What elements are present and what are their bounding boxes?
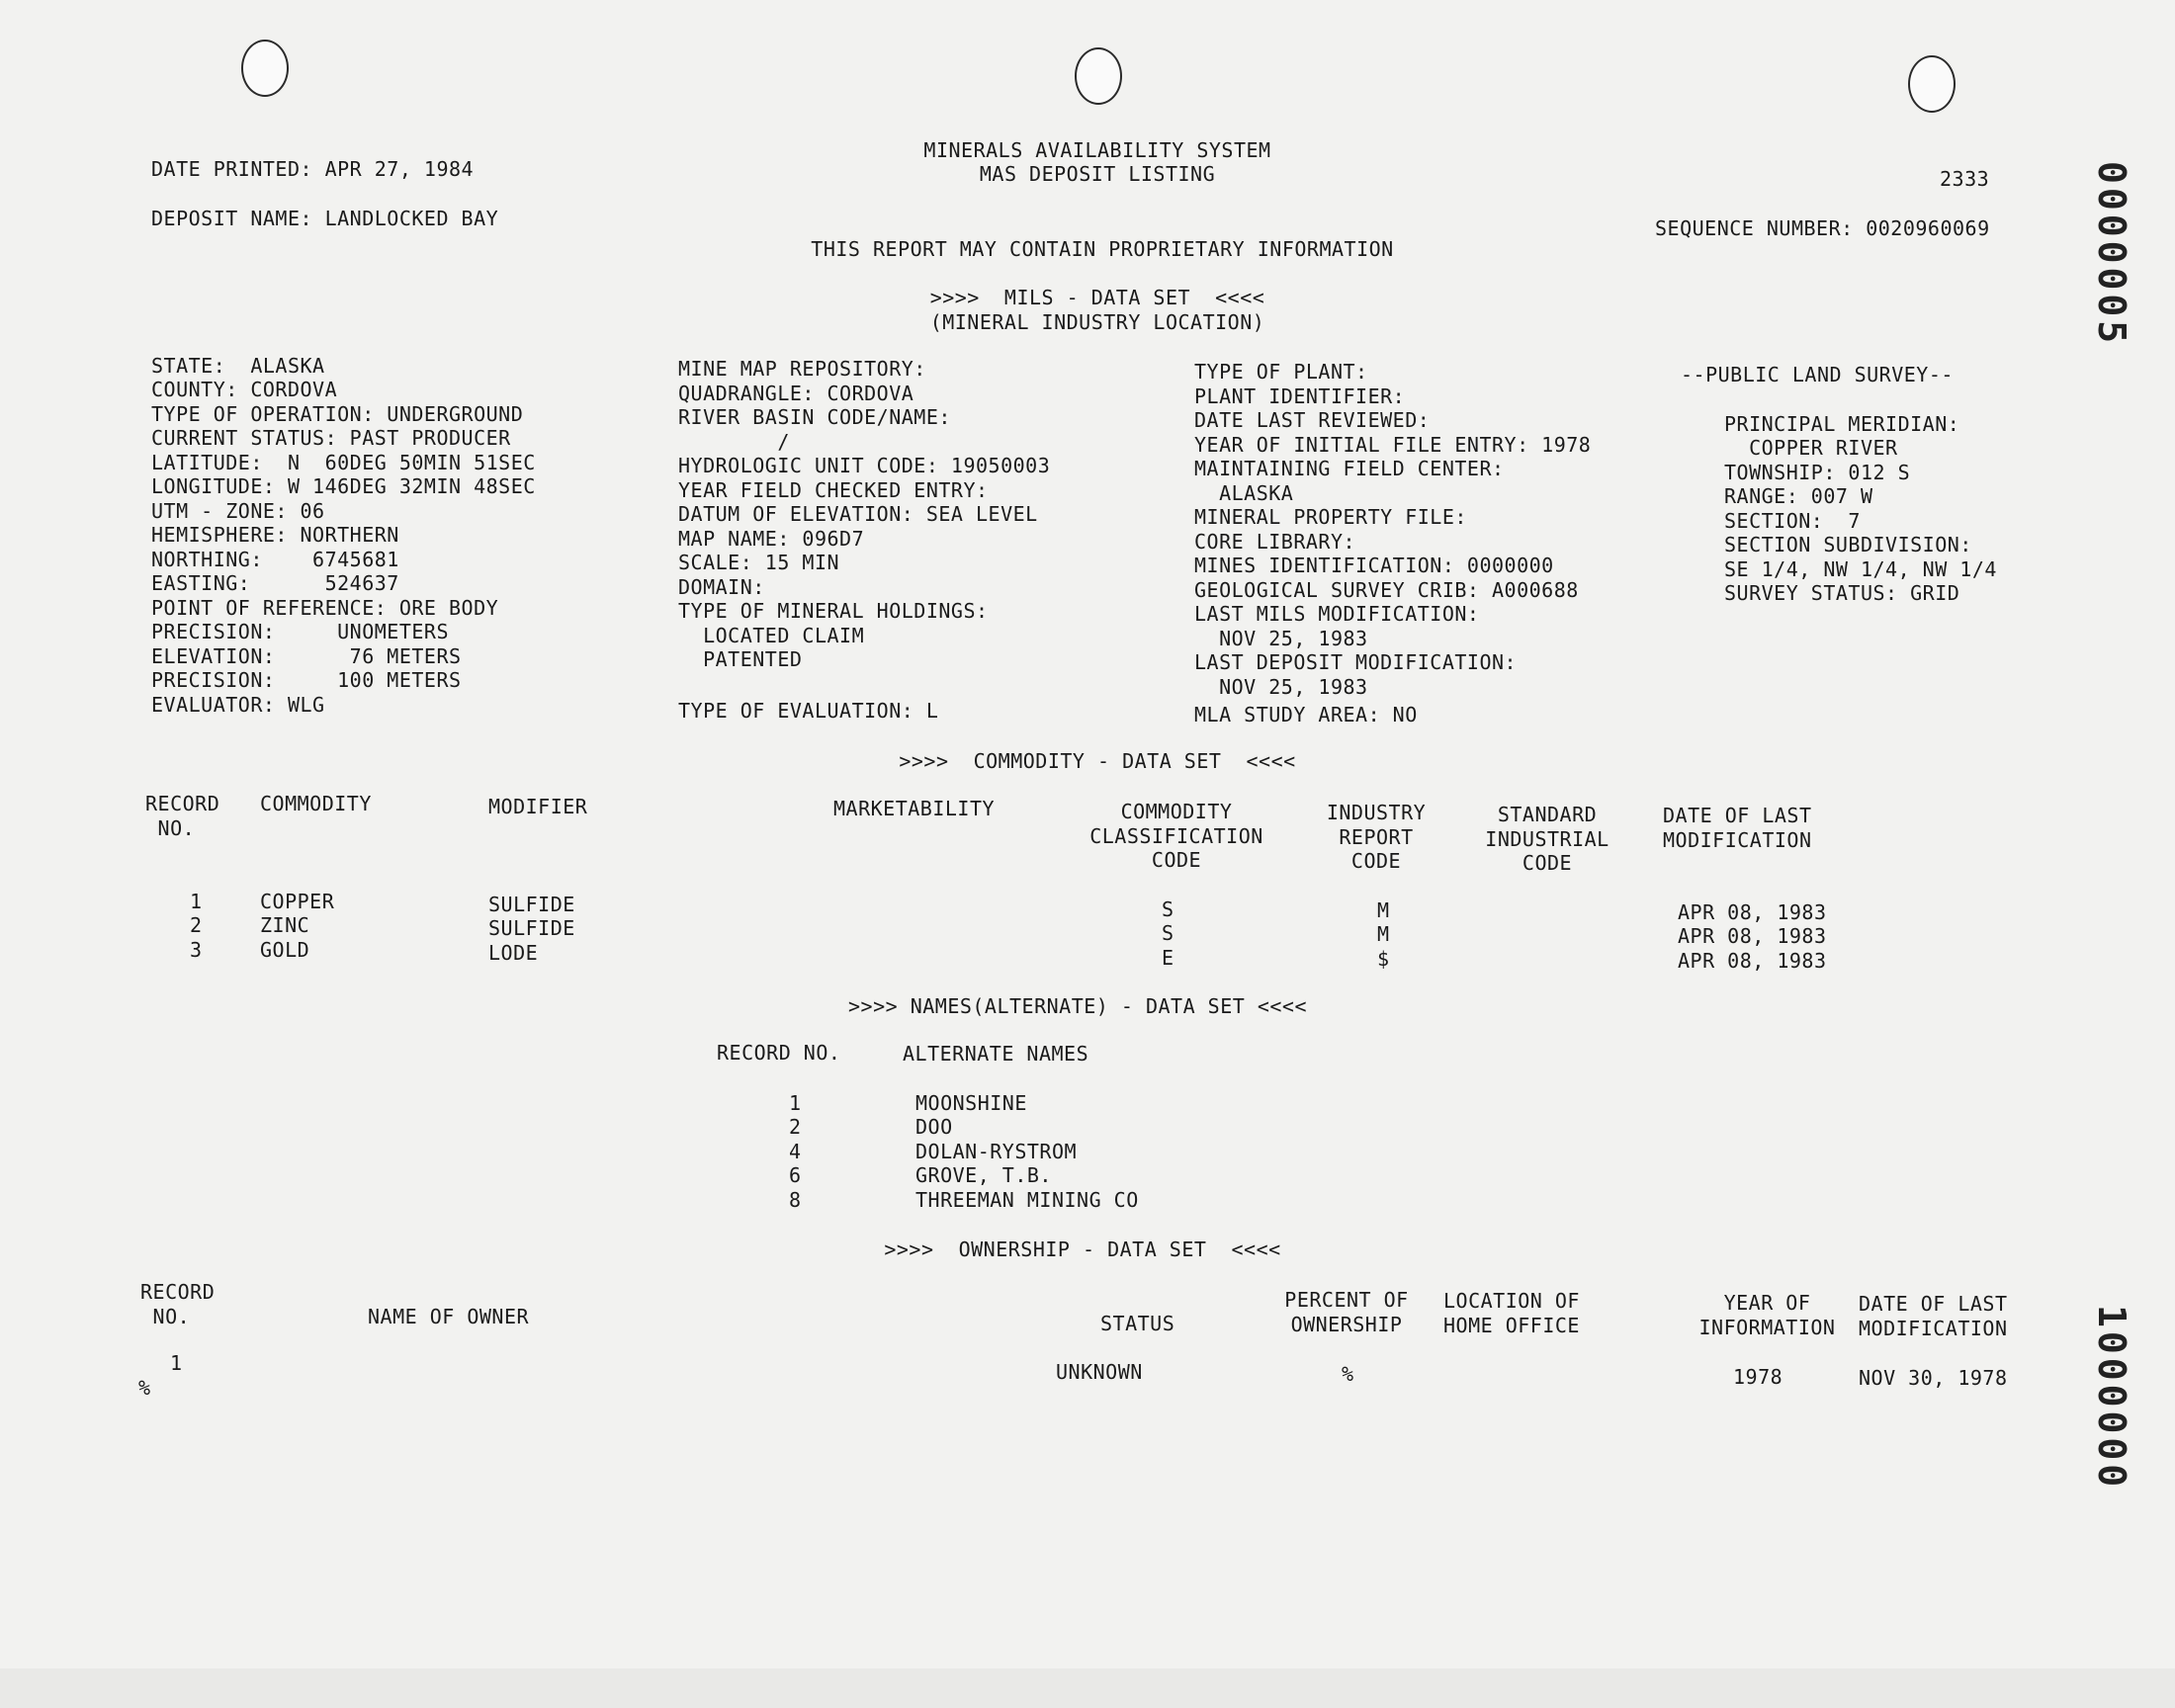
location-line: MAINTAINING FIELD CENTER: (1194, 457, 1505, 480)
commodity-col-commodity: COMMODITY (260, 792, 372, 815)
alternate-name: DOO (915, 1115, 953, 1139)
alternate-name: DOLAN-RYSTROM (915, 1140, 1078, 1163)
names-col-record: RECORD NO. (717, 1041, 841, 1065)
location-line: RIVER BASIN CODE/NAME: (678, 405, 951, 429)
industry-code: M (1377, 922, 1390, 946)
ownership-col-record: RECORD NO. (140, 1280, 216, 1328)
owner-status: UNKNOWN (1056, 1360, 1143, 1384)
location-line: UTM - ZONE: 06 (151, 499, 325, 523)
location-line: MINERAL PROPERTY FILE: (1194, 505, 1467, 529)
date-printed: DATE PRINTED: APR 27, 1984 (151, 157, 475, 181)
location-line: LOCATED CLAIM (678, 624, 865, 647)
control-number-stamp-bottom: 1000000 (2090, 1305, 2133, 1492)
location-line: LONGITUDE: W 146DEG 32MIN 48SEC (151, 474, 536, 498)
binder-hole-center (1075, 47, 1122, 105)
land-survey-line: TOWNSHIP: 012 S (1724, 461, 1911, 484)
location-line: SCALE: 15 MIN (678, 551, 840, 574)
location-line: MINES IDENTIFICATION: 0000000 (1194, 554, 1554, 577)
classification-code: S (1162, 897, 1174, 921)
binder-hole-right (1908, 55, 1956, 113)
location-line: NOV 25, 1983 (1194, 627, 1368, 650)
industry-code: $ (1377, 947, 1390, 971)
commodity-col-classification: COMMODITY CLASSIFICATION CODE (1089, 800, 1263, 872)
proprietary-notice: THIS REPORT MAY CONTAIN PROPRIETARY INFORMATION (811, 237, 1394, 261)
location-line: LAST DEPOSIT MODIFICATION: (1194, 650, 1518, 674)
location-line: DATUM OF ELEVATION: SEA LEVEL (678, 502, 1038, 526)
commodity-col-marketability: MARKETABILITY (833, 797, 996, 820)
alternate-name: THREEMAN MINING CO (915, 1188, 1139, 1212)
system-title: MINERALS AVAILABILITY SYSTEM (923, 138, 1271, 162)
location-line: PATENTED (678, 647, 803, 671)
alternate-name: MOONSHINE (915, 1091, 1027, 1115)
location-line: CURRENT STATUS: PAST PRODUCER (151, 426, 511, 450)
modification-date: APR 08, 1983 (1678, 900, 1827, 924)
modifier: SULFIDE (488, 916, 575, 940)
record-no: 1 (789, 1091, 802, 1115)
record-no: 2 (789, 1115, 802, 1139)
ownership-col-percent: PERCENT OF OWNERSHIP (1284, 1288, 1409, 1336)
ownership-heading: >>>> OWNERSHIP - DATA SET <<<< (884, 1238, 1281, 1261)
location-line: MLA STUDY AREA: NO (1194, 703, 1418, 726)
record-no: 3 (190, 938, 203, 962)
land-survey-line: COPPER RIVER (1724, 436, 1898, 460)
location-line: YEAR FIELD CHECKED ENTRY: (678, 478, 989, 502)
location-line: PLANT IDENTIFIER: (1194, 384, 1406, 408)
location-line: GEOLOGICAL SURVEY CRIB: A000688 (1194, 578, 1579, 602)
page-number: 2333 (1940, 167, 1990, 191)
location-line: MINE MAP REPOSITORY: (678, 357, 926, 381)
record-no: 1 (170, 1351, 183, 1375)
location-line: HYDROLOGIC UNIT CODE: 19050003 (678, 454, 1051, 477)
ownership-col-location: LOCATION OF HOME OFFICE (1443, 1289, 1580, 1337)
land-survey-line: PRINCIPAL MERIDIAN: (1724, 412, 1960, 436)
record-no: 6 (789, 1163, 802, 1187)
commodity-heading: >>>> COMMODITY - DATA SET <<<< (899, 749, 1296, 773)
commodity-name: GOLD (260, 938, 310, 962)
alternate-name: GROVE, T.B. (915, 1163, 1052, 1187)
location-line: LATITUDE: N 60DEG 50MIN 51SEC (151, 451, 536, 474)
location-line: CORE LIBRARY: (1194, 530, 1356, 554)
commodity-col-industry: INDUSTRY REPORT CODE (1326, 801, 1427, 873)
location-line: YEAR OF INITIAL FILE ENTRY: 1978 (1194, 433, 1592, 457)
modifier: LODE (488, 941, 539, 965)
location-line: MAP NAME: 096D7 (678, 527, 865, 551)
location-line: ELEVATION: 76 METERS (151, 644, 462, 668)
location-line: PRECISION: UNOMETERS (151, 620, 449, 643)
location-line: COUNTY: CORDOVA (151, 378, 338, 401)
location-line: POINT OF REFERENCE: ORE BODY (151, 596, 499, 620)
location-line: NORTHING: 6745681 (151, 548, 399, 571)
ownership-col-date: DATE OF LAST MODIFICATION (1859, 1292, 2008, 1340)
location-line: DOMAIN: (678, 575, 765, 599)
location-line: TYPE OF EVALUATION: L (678, 699, 939, 723)
location-line: TYPE OF PLANT: (1194, 360, 1368, 384)
record-no: 8 (789, 1188, 802, 1212)
listing-title: MAS DEPOSIT LISTING (979, 162, 1216, 186)
record-no: 4 (789, 1140, 802, 1163)
percent-marker: % (138, 1376, 151, 1400)
land-survey-line: SECTION: 7 (1724, 509, 1861, 533)
ownership-percent: % (1342, 1362, 1354, 1386)
commodity-col-record: RECORD NO. (145, 792, 220, 840)
control-number-stamp-top: 0000005 (2090, 161, 2133, 348)
location-line: DATE LAST REVIEWED: (1194, 408, 1431, 432)
commodity-col-modifier: MODIFIER (488, 795, 588, 818)
classification-code: S (1162, 921, 1174, 945)
location-line: ALASKA (1194, 481, 1294, 505)
modification-date: APR 08, 1983 (1678, 924, 1827, 948)
mils-subheading: (MINERAL INDUSTRY LOCATION) (929, 310, 1265, 334)
classification-code: E (1162, 946, 1174, 970)
names-col-names: ALTERNATE NAMES (903, 1042, 1089, 1066)
mils-heading: >>>> MILS - DATA SET <<<< (929, 286, 1265, 309)
binder-hole-left (241, 40, 289, 97)
location-line: STATE: ALASKA (151, 354, 325, 378)
commodity-col-sic: STANDARD INDUSTRIAL CODE (1485, 803, 1610, 875)
commodity-col-date: DATE OF LAST MODIFICATION (1663, 804, 1812, 852)
modifier: SULFIDE (488, 893, 575, 916)
location-line: EASTING: 524637 (151, 571, 399, 595)
location-line: LAST MILS MODIFICATION: (1194, 602, 1480, 626)
location-line: / (678, 430, 790, 454)
record-no: 1 (190, 890, 203, 913)
sequence-number: SEQUENCE NUMBER: 0020960069 (1655, 216, 1990, 240)
location-line: NOV 25, 1983 (1194, 675, 1368, 699)
year-of-information: 1978 (1733, 1365, 1784, 1389)
ownership-col-owner: NAME OF OWNER (368, 1305, 530, 1328)
location-line: QUADRANGLE: CORDOVA (678, 382, 914, 405)
commodity-name: COPPER (260, 890, 335, 913)
ownership-col-status: STATUS (1100, 1312, 1175, 1335)
land-survey-line: SE 1/4, NW 1/4, NW 1/4 (1724, 557, 1997, 581)
names-heading: >>>> NAMES(ALTERNATE) - DATA SET <<<< (847, 994, 1308, 1018)
record-no: 2 (190, 913, 203, 937)
modification-date: NOV 30, 1978 (1859, 1366, 2008, 1390)
commodity-name: ZINC (260, 913, 310, 937)
location-line: HEMISPHERE: NORTHERN (151, 523, 399, 547)
land-survey-line: SECTION SUBDIVISION: (1724, 533, 1972, 556)
deposit-name: DEPOSIT NAME: LANDLOCKED BAY (151, 207, 499, 230)
modification-date: APR 08, 1983 (1678, 949, 1827, 973)
industry-code: M (1377, 898, 1390, 922)
land-survey-line: SURVEY STATUS: GRID (1724, 581, 1960, 605)
location-line: TYPE OF MINERAL HOLDINGS: (678, 599, 989, 623)
ownership-col-year: YEAR OF INFORMATION (1698, 1291, 1836, 1339)
location-line: PRECISION: 100 METERS (151, 668, 462, 692)
location-line: EVALUATOR: WLG (151, 693, 325, 717)
land-survey-line: RANGE: 007 W (1724, 484, 1873, 508)
location-line: TYPE OF OPERATION: UNDERGROUND (151, 402, 524, 426)
land-survey-heading: --PUBLIC LAND SURVEY-- (1681, 363, 1954, 386)
